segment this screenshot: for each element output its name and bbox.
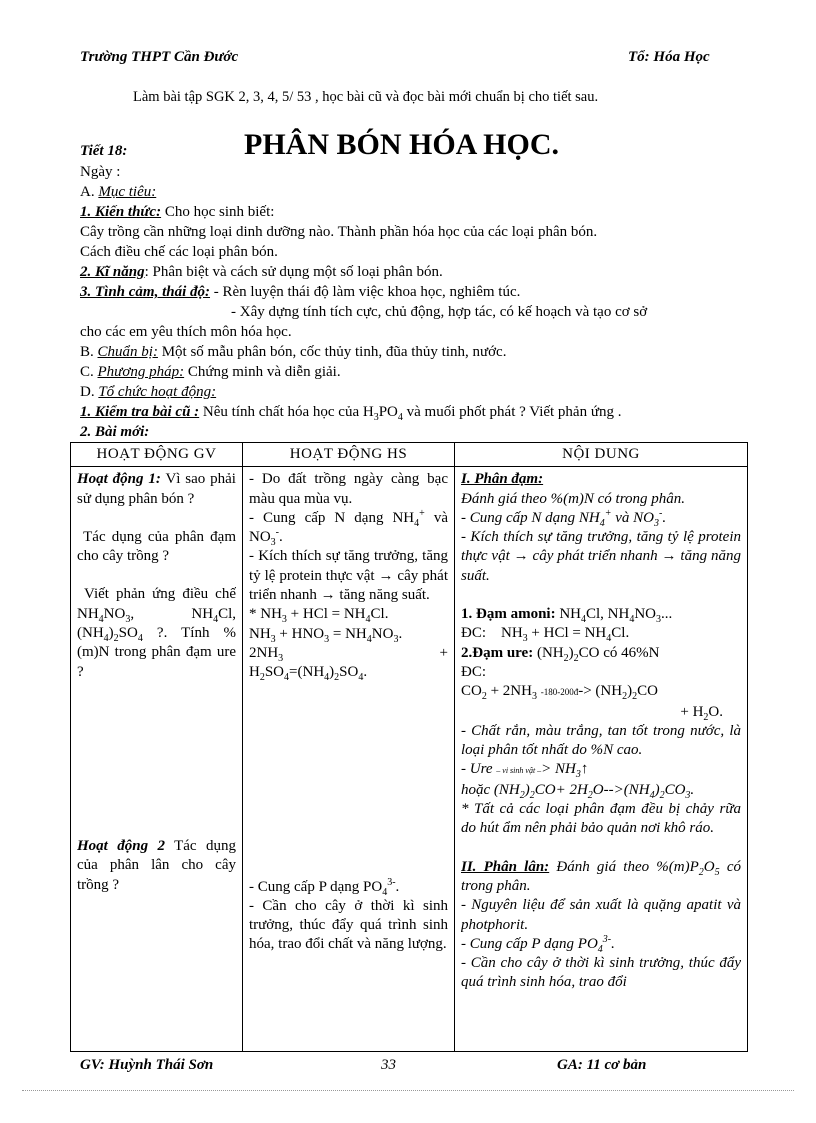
knowledge-line (80, 202, 274, 222)
lesson-title: PHÂN BÓN HÓA HỌC. (244, 128, 560, 161)
col-header-content: NỘI DUNG (455, 443, 748, 467)
prep-text: Một số mẫu phân bón, cốc thủy tinh, đũa thủy tinh, nước. (157, 344, 507, 360)
org-label: Tổ chức hoạt động: (98, 384, 217, 400)
check-line: 1. Kiểm tra bài cũ : Nêu tính chất hóa học của $H_3PO_4$ và muối phốt phát ? Viết phản ứng . (80, 404, 622, 423)
col-header-hs: HOẠT ĐỘNG HS (243, 443, 455, 467)
method-label: Phương pháp: (97, 364, 185, 380)
objectives-heading: Mục tiêu: (98, 184, 157, 200)
knowledge-detail-2: Cách điều chế các loại phân bón. (80, 244, 278, 260)
method-line (80, 362, 341, 382)
teacher-name: GV: Huỳnh Thái Sơn (80, 1057, 214, 1073)
prep-line (80, 342, 506, 362)
homework-note: Làm bài tập SGK 2, 3, 4, 5/ 53 , học bài cũ và đọc bài mới chuẩn bị cho tiết sau. (133, 89, 599, 105)
knowledge-label: 1. Kiến thức: (80, 204, 162, 220)
knowledge-text: Cho học sinh biết: (161, 204, 275, 220)
date-line: Ngày : (80, 164, 121, 180)
check-text-end: và muối phốt phát ? Viết phản ứng . (402, 404, 622, 420)
new-lesson-label: 2. Bài mới: (80, 424, 150, 440)
attitude-line (80, 282, 520, 302)
table-row (71, 467, 748, 1052)
table-header-row (71, 443, 748, 467)
objectives-line (80, 182, 156, 202)
student-activity-cell: - Do đất trồng ngày càng bạc màu qua mùa vụ. - Cung cấp N dạng $NH_4^+$ và $NO_3^-$. - Kích thích sự tăng trưởng, tăng tỷ lệ protein thực vật → cây phát triển nhanh → tăng năng suất. * $NH_3$ + HCl = $NH_4Cl$. $NH_3 + HNO_3 = NH_4NO_3$. $2NH_3$ + $H_2SO_4=(NH_4)_2SO_4$. - Cung cấp P dạng $PO_4^{3-}$. - Cần cho cây ở thời kì sinh trưởng, thúc đẩy quá trình sinh hóa, trao đổi chất và năng lượng. (243, 467, 455, 1052)
activity-table (70, 442, 748, 1052)
teacher-activity-cell: Hoạt động 1: Vì sao phải sử dụng phân bón ? Tác dụng của phân đạm cho cây trồng ? Viết phản ứng điều chế $NH_4NO_3$, $NH_4Cl$, $(NH_4)_2SO_4$ ?. Tính %(m)N trong phân đạm ure ? Hoạt động 2 Tác dụng của phân lân cho cây trồng ? (71, 467, 243, 1052)
objectives-prefix: A. (80, 184, 95, 200)
page-divider (22, 1090, 794, 1091)
page-number: 33 (381, 1057, 396, 1073)
org-line (80, 382, 216, 402)
attitude-label: 3. Tình cảm, thái độ: (80, 284, 211, 300)
skill-label: 2. Kĩ năng (80, 264, 145, 280)
department: Tổ: Hóa Học (628, 49, 710, 65)
knowledge-detail-1: Cây trồng cần những loại dinh dưỡng nào. Thành phần hóa học của các loại phân bón. (80, 224, 598, 240)
content-cell: I. Phân đạm: Đánh giá theo %(m)N có trong phân. - Cung cấp N dạng $NH_4^+$ và $NO_3^-$. - Kích thích sự tăng trưởng, tăng tỷ lệ protein thực vật → cây phát triển nhanh → tăng năng suất. 1. Đạm amoni: $NH_4Cl$, $NH_4NO_3$... ĐC: $NH_3$ + HCl = $NH_4Cl$. 2.Đạm ure: $(NH_2)_2CO$ có 46%N ĐC: $CO_2 + 2NH_3$ -180-200đ-> $(NH_2)_2CO$ + $H_2O$. - Chất rắn, màu trắng, tan tốt trong nước, là loại phân tốt nhất do %N cao. - Ure – vi sinh vật –> $NH_3↑$ hoặc $(NH_2)_2CO+ 2H_2O-->(NH_4)_2CO_3$. * Tất cả các loại phân đạm đều bị chảy rữa do hút ẩm nên phải bảo quản nơi khô ráo. II. Phân lân: Đánh giá theo $\%(m)P_2O_5$ có trong phân. - Nguyên liệu để sản xuất là quặng apatit và photphorit. - Cung cấp P dạng $PO_4^{3-}$. - Cần cho cây ở thời kì sinh trưởng, thúc đẩy quá trình sinh hóa, trao đổi (455, 467, 748, 1052)
method-text: Chứng minh và diễn giải. (184, 364, 341, 380)
method-prefix: C. (80, 364, 94, 380)
skill-line (80, 262, 443, 282)
col-header-gv: HOẠT ĐỘNG GV (71, 443, 243, 467)
attitude-text-3: cho các em yêu thích môn hóa học. (80, 324, 292, 340)
org-prefix: D. (80, 384, 95, 400)
lesson-plan-label: GA: 11 cơ bản (557, 1057, 647, 1073)
school-name: Trường THPT Cần Đước (80, 49, 239, 65)
check-text: Nêu tính chất hóa học của H (199, 404, 374, 420)
attitude-text-1: - Rèn luyện thái độ làm việc khoa học, nghiêm túc. (210, 284, 521, 300)
check-label: 1. Kiểm tra bài cũ : (80, 404, 200, 420)
prep-prefix: B. (80, 344, 94, 360)
attitude-text-2: - Xây dựng tính tích cực, chủ động, hợp tác, có kế hoạch và tạo cơ sở (231, 304, 648, 320)
skill-text: : Phân biệt và cách sử dụng một số loại phân bón. (144, 264, 443, 280)
prep-label: Chuẩn bị: (97, 344, 158, 360)
period-label: Tiết 18: (80, 143, 128, 159)
